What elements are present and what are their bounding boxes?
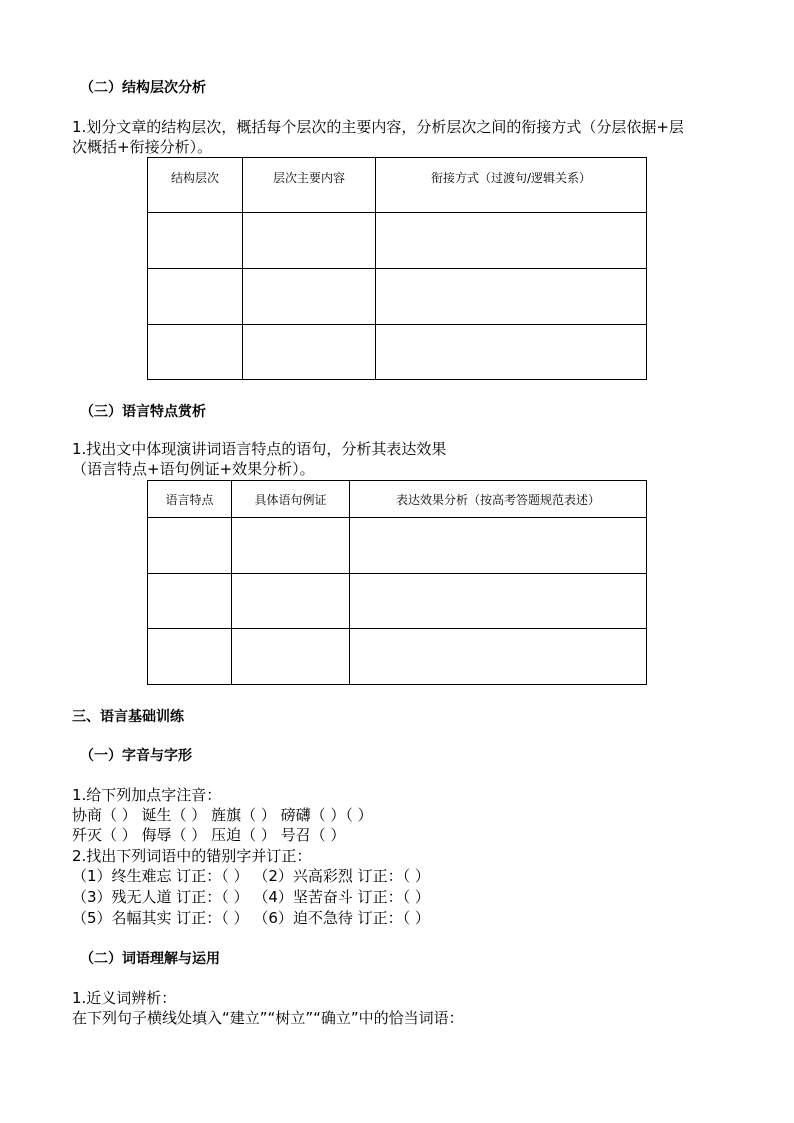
structure-table xyxy=(147,157,647,380)
question-text: 1.划分文章的结构层次，概括每个层次的主要内容，分析层次之间的衔接方式（分层依据+层 xyxy=(72,118,684,136)
answer-cell[interactable] xyxy=(148,574,232,629)
answer-cell[interactable] xyxy=(243,269,376,325)
table-header-row xyxy=(148,158,647,213)
answer-cell[interactable] xyxy=(232,629,350,685)
question-text: 次概括+衔接分析）。 xyxy=(72,138,213,156)
table-row xyxy=(148,325,647,380)
section-heading-structure: （二）结构层次分析 xyxy=(80,80,206,96)
table-header-cell: 衔接方式（过渡句/逻辑关系） xyxy=(430,171,592,185)
answer-cell[interactable] xyxy=(232,574,350,629)
answer-cell[interactable] xyxy=(148,213,243,269)
language-table xyxy=(147,480,647,685)
question-title: 1.给下列加点字注音： xyxy=(72,786,222,804)
answer-cell[interactable] xyxy=(148,518,232,574)
table-row xyxy=(148,574,647,629)
subsection-heading: （一）字音与字形 xyxy=(80,748,192,764)
answer-cell[interactable] xyxy=(148,269,243,325)
answer-cell[interactable] xyxy=(350,518,647,574)
subsection-heading: （二）词语理解与运用 xyxy=(80,951,220,967)
table-header-cell: 具体语句例证 xyxy=(254,493,327,507)
table-row xyxy=(148,629,647,685)
table-row xyxy=(148,518,647,574)
answer-cell[interactable] xyxy=(376,269,647,325)
answer-cell[interactable] xyxy=(243,325,376,380)
answer-cell[interactable] xyxy=(148,325,243,380)
question-title: 1.近义词辨析： xyxy=(72,989,177,1007)
answer-cell[interactable] xyxy=(243,213,376,269)
table-row xyxy=(148,213,647,269)
answer-cell[interactable] xyxy=(376,213,647,269)
answer-cell[interactable] xyxy=(232,518,350,574)
table-header-cell: 层次主要内容 xyxy=(272,171,345,185)
answer-cell[interactable] xyxy=(350,574,647,629)
table-row xyxy=(148,269,647,325)
question-title: 2.找出下列词语中的错别字并订正： xyxy=(72,847,312,865)
question-line: （5）名幅其实 订正：（ ） （6）迫不急待 订正：（ ） xyxy=(72,909,430,927)
table-header-cell: 语言特点 xyxy=(165,493,214,507)
table-header-row xyxy=(148,481,647,518)
question-line: （3）残无人道 订正：（ ） （4）坚苦奋斗 订正：（ ） xyxy=(72,888,430,906)
section-heading-language: （三）语言特点赏析 xyxy=(80,404,206,420)
answer-cell[interactable] xyxy=(350,629,647,685)
question-text: （语言特点+语句例证+效果分析）。 xyxy=(72,460,315,478)
part-heading: 三、语言基础训练 xyxy=(72,709,184,725)
question-line: 协商（ ） 诞生（ ） 旌旗（ ） 磅礴（ ）（ ） xyxy=(72,806,373,824)
table-header-cell: 表达效果分析（按高考答题规范表述） xyxy=(395,493,600,507)
question-line: （1）终生难忘 订正：（ ） （2）兴高彩烈 订正：（ ） xyxy=(72,867,430,885)
question-text: 在下列句子横线处填入“建立”“树立”“确立”中的恰当词语： xyxy=(72,1009,464,1027)
answer-cell[interactable] xyxy=(148,629,232,685)
question-line: 歼灭（ ） 侮辱（ ） 压迫（ ） 号召（ ） xyxy=(72,826,346,844)
table-header-cell: 结构层次 xyxy=(170,171,219,185)
question-text: 1.找出文中体现演讲词语言特点的语句，分析其表达效果 xyxy=(72,440,447,458)
answer-cell[interactable] xyxy=(376,325,647,380)
